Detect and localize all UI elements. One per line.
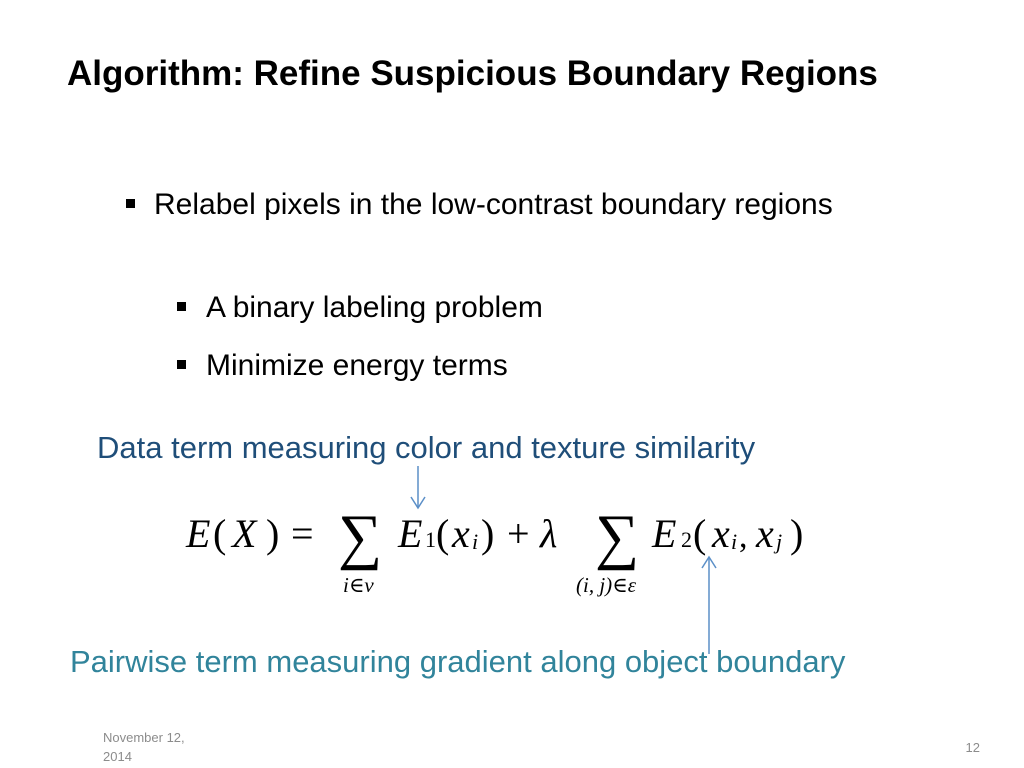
- term2-x1: x: [712, 511, 730, 556]
- footer-date: November 12, 2014: [103, 730, 185, 764]
- equation-lhs-paren-open: (: [213, 511, 227, 556]
- term2-x2: x: [756, 511, 774, 556]
- equation-equals: =: [291, 511, 314, 556]
- term2-sub-i: i: [731, 529, 738, 554]
- term1-sub-i: i: [472, 529, 479, 554]
- equation-lhs-x: X: [232, 511, 257, 556]
- term2-index: 2: [681, 527, 692, 552]
- term2-comma: ,: [739, 518, 748, 555]
- summation-1-symbol: ∑: [338, 503, 383, 571]
- pairwise-term-arrow: [702, 557, 716, 654]
- summation-2-symbol: ∑: [595, 503, 640, 571]
- bullet-text-2: A binary labeling problem: [206, 291, 543, 324]
- term1-index: 1: [425, 527, 436, 552]
- slide-title: Algorithm: Refine Suspicious Boundary Regions: [67, 54, 878, 93]
- data-term-callout: Data term measuring color and texture similarity: [97, 430, 756, 465]
- pairwise-term-callout: Pairwise term measuring gradient along object boundary: [70, 644, 846, 679]
- data-term-arrow: [411, 466, 425, 508]
- summation-1-subscript: i∈ν: [343, 573, 374, 597]
- bullet-text-1: Relabel pixels in the low-contrast boundary regions: [154, 188, 833, 221]
- bullet-text-3: Minimize energy terms: [206, 349, 508, 382]
- summation-2-subscript: (i, j)∈ε: [576, 573, 636, 597]
- term2-sub-j: j: [776, 529, 783, 554]
- term1-paren-close: ): [481, 511, 495, 556]
- term2-e: E: [652, 511, 677, 556]
- equation-lambda: λ: [540, 511, 558, 556]
- term1-paren-open: (: [436, 511, 450, 556]
- term1-e: E: [398, 511, 423, 556]
- term2-paren-close: ): [790, 511, 804, 556]
- term1-x: x: [452, 511, 470, 556]
- term2-paren-open: (: [693, 511, 707, 556]
- equation-lhs-paren-close: ): [266, 511, 280, 556]
- equation-lhs: E: [186, 511, 211, 556]
- page-number: 12: [965, 740, 980, 755]
- equation-plus: +: [507, 511, 530, 556]
